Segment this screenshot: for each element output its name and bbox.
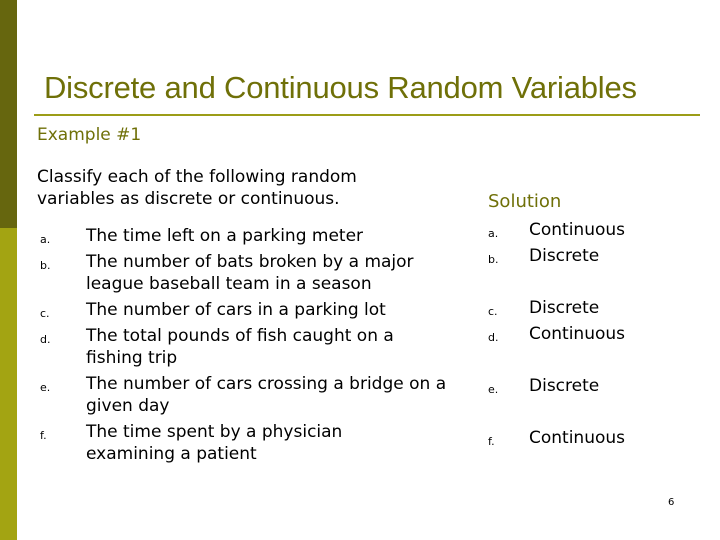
answer-letter-c: c. — [488, 305, 498, 318]
answer-letter-f: f. — [488, 435, 495, 448]
question-letter-b: b. — [40, 259, 51, 272]
slide-title: Discrete and Continuous Random Variables — [44, 70, 637, 105]
solution-heading: Solution — [488, 191, 562, 212]
question-letter-d: d. — [40, 333, 51, 346]
question-letter-c: c. — [40, 307, 50, 320]
answer-letter-d: d. — [488, 331, 499, 344]
question-d: The total pounds of fish caught on a fishing trip — [86, 326, 394, 368]
question-letter-f: f. — [40, 429, 47, 442]
question-letter-a: a. — [40, 233, 51, 246]
answer-letter-e: e. — [488, 383, 499, 396]
question-b: The number of bats broken by a major league baseball team in a season — [86, 252, 414, 294]
side-bar-light — [0, 228, 17, 540]
answer-f: Continuous — [529, 428, 626, 448]
answer-e: Discrete — [529, 376, 600, 396]
answer-letter-b: b. — [488, 253, 499, 266]
instructions-text: Classify each of the following random variables as discrete or continuous. — [37, 167, 357, 209]
title-divider — [34, 114, 700, 116]
question-c: The number of cars in a parking lot — [86, 300, 386, 320]
example-heading: Example #1 — [37, 125, 142, 145]
answer-letter-a: a. — [488, 227, 499, 240]
answer-c: Discrete — [529, 298, 600, 318]
answer-d: Continuous — [529, 324, 626, 344]
question-f: The time spent by a physician examining a patient — [86, 422, 343, 464]
page-number: 6 — [668, 497, 675, 508]
question-e: The number of cars crossing a bridge on a given day — [86, 374, 447, 416]
question-letter-e: e. — [40, 381, 51, 394]
question-a: The time left on a parking meter — [86, 226, 364, 246]
answer-b: Discrete — [529, 246, 600, 266]
answer-a: Continuous — [529, 220, 626, 240]
